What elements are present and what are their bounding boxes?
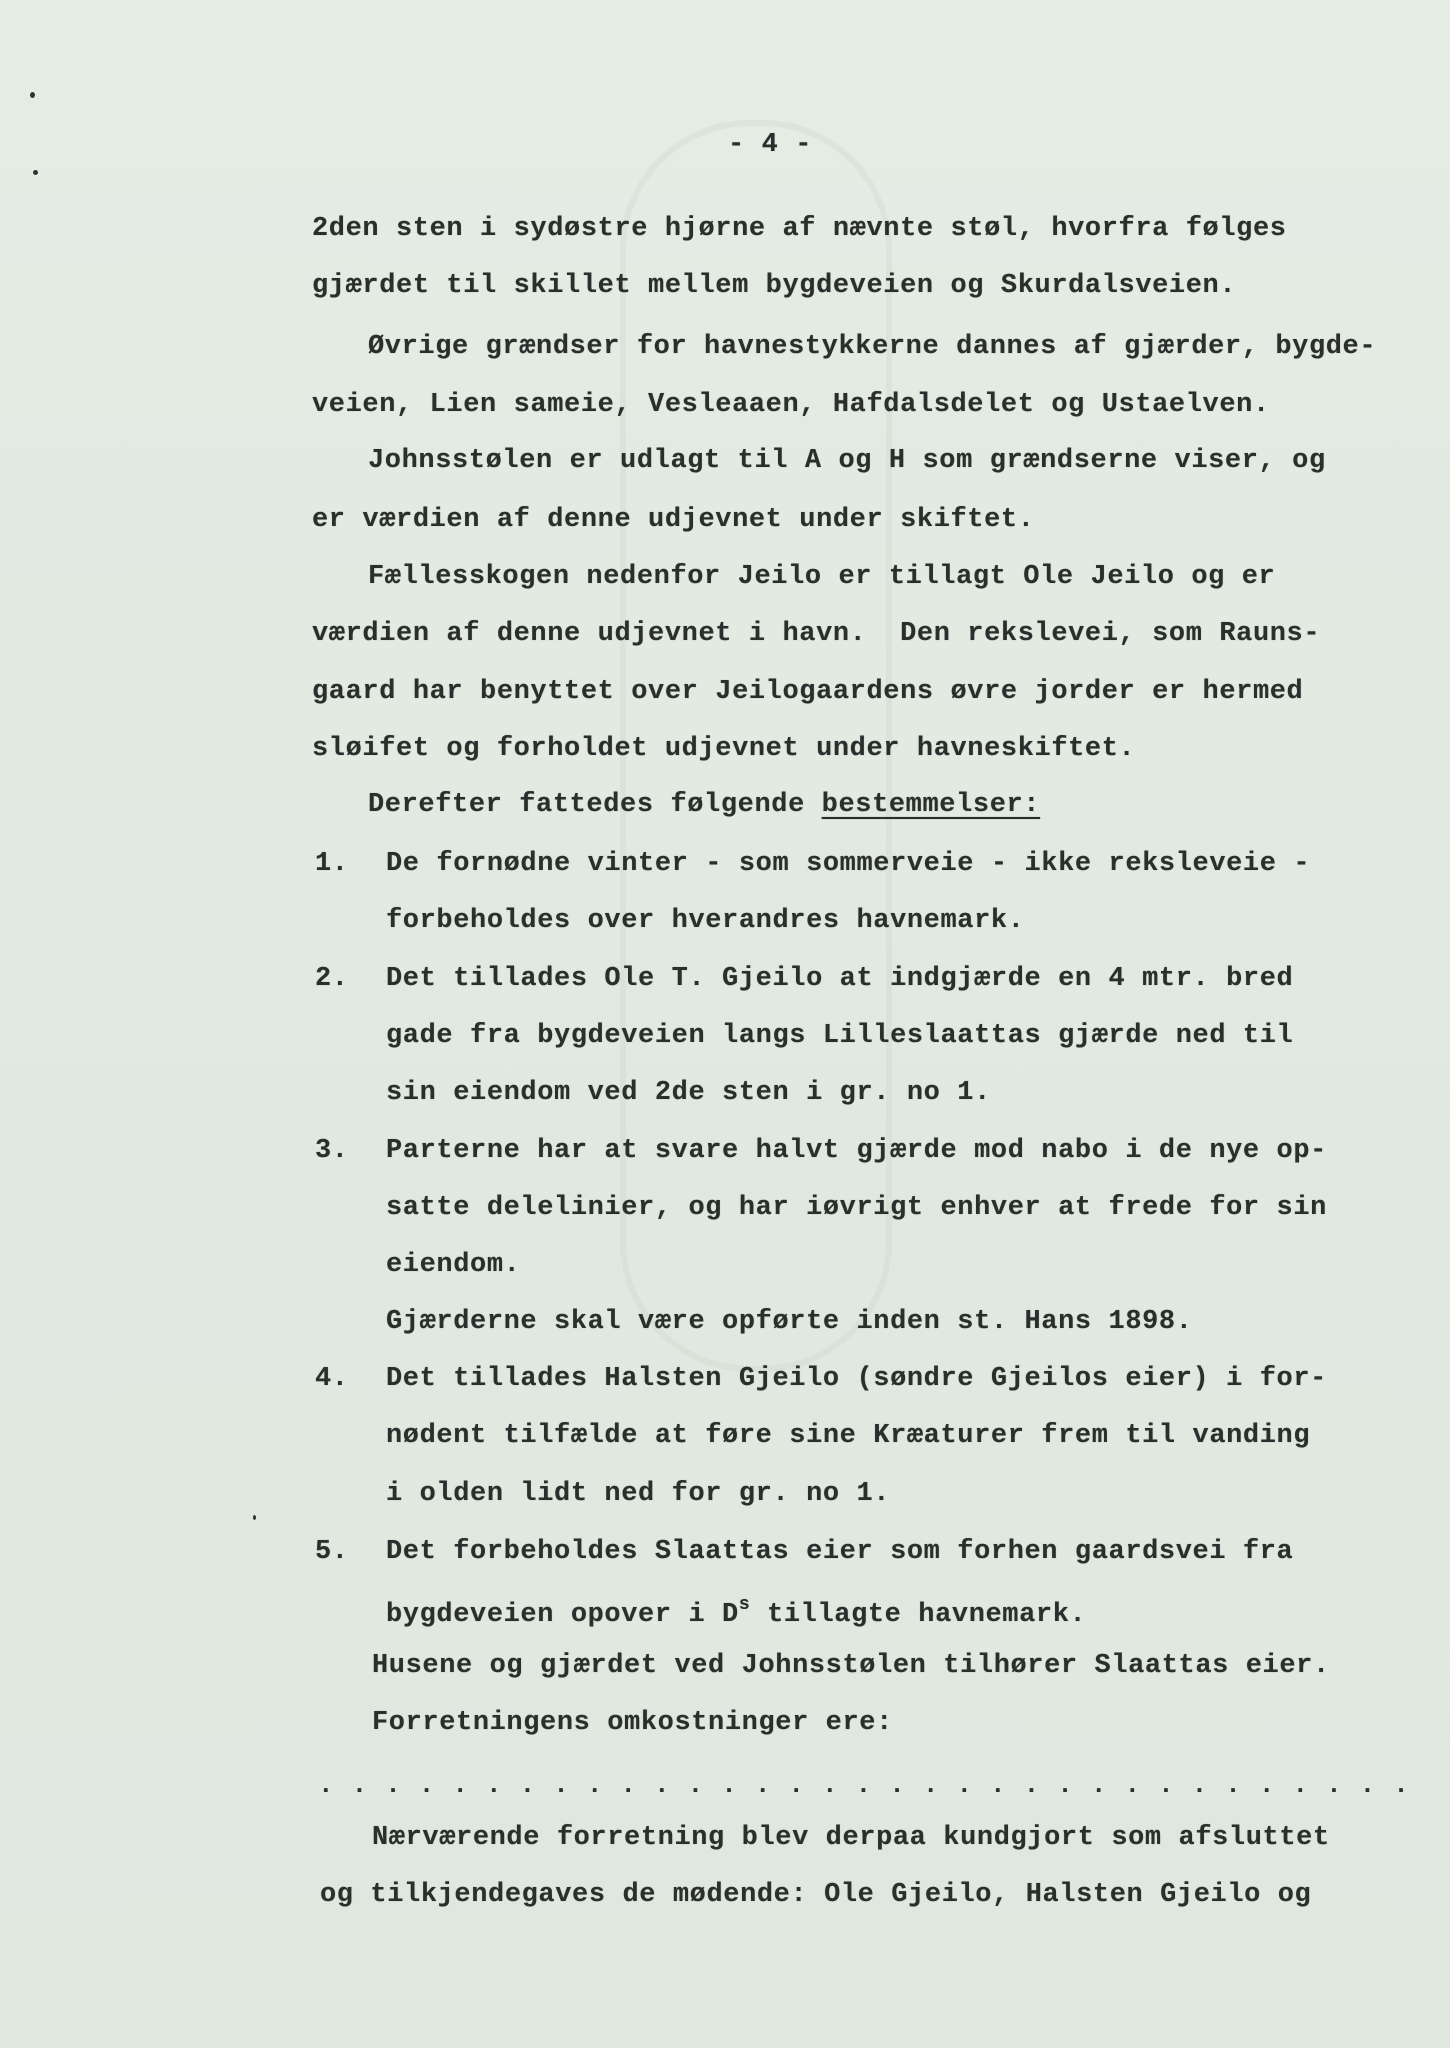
item-number: 4. bbox=[315, 1364, 349, 1394]
underlined-heading: bestemmelser: bbox=[821, 790, 1041, 820]
item-number: 5. bbox=[315, 1537, 349, 1567]
text-line: satte delelinier, og har iøvrigt enhver at frede for sin bbox=[386, 1193, 1327, 1223]
item-number: 3. bbox=[315, 1136, 349, 1166]
margin-speck bbox=[253, 1515, 256, 1520]
text-line: De fornødne vinter - som sommerveie - ikke reksleveie - bbox=[386, 849, 1311, 879]
text-line: nødent tilfælde at føre sine Kræaturer frem til vanding bbox=[386, 1421, 1311, 1451]
text-span: tillagte havnemark. bbox=[750, 1600, 1087, 1630]
text-line: veien, Lien sameie, Vesleaaen, Hafdalsdelet og Ustaelven. bbox=[312, 390, 1270, 420]
text-line: forbeholdes over hverandres havnemark. bbox=[386, 906, 1025, 936]
dotted-separator: ................................. bbox=[318, 1770, 1427, 1800]
margin-speck bbox=[30, 92, 35, 98]
item-number: 2. bbox=[315, 964, 349, 994]
text-line: gade fra bygdeveien langs Lilleslaattas gjærde ned til bbox=[386, 1021, 1294, 1051]
text-line: sløifet og forholdet udjevnet under havneskiftet. bbox=[312, 734, 1136, 764]
item-number: 1. bbox=[315, 849, 349, 879]
text-line: Øvrige grændser for havnestykkerne dannes af gjærder, bygde- bbox=[368, 332, 1377, 362]
text-span: Derefter fattedes følgende bbox=[368, 790, 822, 820]
text-span: bygdeveien opover i D bbox=[386, 1600, 739, 1630]
text-line: Det tillades Ole T. Gjeilo at indgjærde en 4 mtr. bred bbox=[386, 964, 1294, 994]
text-line: Gjærderne skal være opførte inden st. Hans 1898. bbox=[386, 1307, 1193, 1337]
text-line: Fællesskogen nedenfor Jeilo er tillagt Ole Jeilo og er bbox=[368, 562, 1276, 592]
text-line: værdien af denne udjevnet i havn. Den rekslevei, som Rauns- bbox=[312, 619, 1321, 649]
text-line: Forretningens omkostninger ere: bbox=[372, 1708, 893, 1738]
superscript: s bbox=[738, 1595, 751, 1615]
text-line: 2den sten i sydøstre hjørne af nævnte støl, hvorfra følges bbox=[312, 214, 1287, 244]
text-line bbox=[386, 1596, 1086, 1629]
text-line: Nærværende forretning blev derpaa kundgjort som afsluttet bbox=[372, 1823, 1330, 1853]
text-line: Det forbeholdes Slaattas eier som forhen gaardsvei fra bbox=[386, 1537, 1294, 1567]
text-line: er værdien af denne udjevnet under skiftet. bbox=[312, 505, 1035, 535]
text-line: Parterne har at svare halvt gjærde mod nabo i de nye op- bbox=[386, 1136, 1327, 1166]
text-line bbox=[368, 792, 1040, 819]
text-line: sin eiendom ved 2de sten i gr. no 1. bbox=[386, 1078, 991, 1108]
text-line: Husene og gjærdet ved Johnsstølen tilhører Slaattas eier. bbox=[372, 1651, 1330, 1681]
text-line: og tilkjendegaves de mødende: Ole Gjeilo, Halsten Gjeilo og bbox=[320, 1880, 1312, 1910]
text-line: gjærdet til skillet mellem bygdeveien og Skurdalsveien. bbox=[312, 271, 1237, 301]
text-line: i olden lidt ned for gr. no 1. bbox=[386, 1479, 891, 1509]
text-line: Det tillades Halsten Gjeilo (søndre Gjeilos eier) i for- bbox=[386, 1364, 1327, 1394]
text-line: Johnsstølen er udlagt til A og H som grændserne viser, og bbox=[368, 446, 1326, 476]
text-line: eiendom. bbox=[386, 1250, 521, 1280]
margin-speck bbox=[33, 170, 38, 175]
page-number: - 4 - bbox=[728, 130, 813, 160]
text-line: gaard har benyttet over Jeilogaardens øvre jorder er hermed bbox=[312, 677, 1304, 707]
